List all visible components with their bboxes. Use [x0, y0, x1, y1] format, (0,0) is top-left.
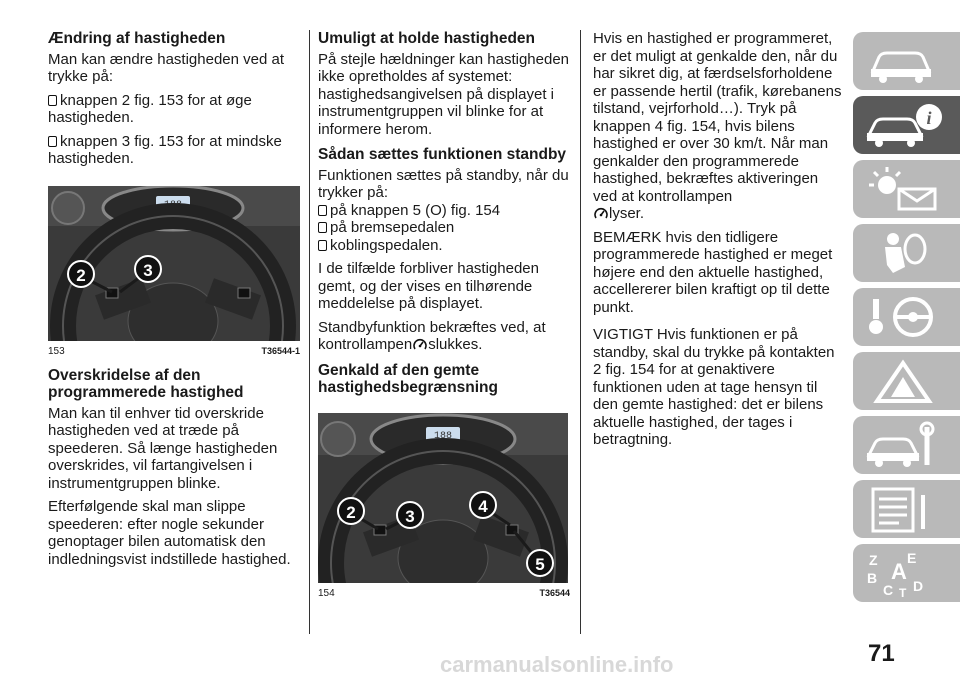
tab-maintenance[interactable]	[853, 416, 960, 474]
svg-text:C: C	[883, 582, 894, 597]
footer-watermark: carmanualsonline.info	[440, 652, 674, 677]
bullet-item: koblingspedalen.	[318, 237, 570, 255]
paragraph: På stejle hældninger kan hastigheden ikke opretholdes af systemet: hastighedsangivelsen på displayet i instrumentgruppen vil blinke for at informere herom.	[318, 50, 570, 138]
bullet-item: på bremsepedalen	[318, 219, 570, 237]
checkbox-icon	[48, 95, 57, 106]
tab-starting-driving[interactable]	[853, 288, 960, 346]
figure-code: T36544	[539, 587, 570, 598]
callout-5: 5	[535, 554, 545, 574]
svg-text:B: B	[867, 570, 878, 586]
figure-153-steering-wheel	[48, 186, 300, 341]
heading-change-speed: Ændring af hastigheden	[48, 30, 226, 47]
svg-text:T: T	[899, 586, 907, 597]
safety-airbag-icon	[863, 229, 943, 277]
paragraph: BEMÆRK hvis den tidligere programmerede hastighed er meget højere end den aktuelle hastighed, accellererer bilen kraftigt op til dette punkt.	[593, 228, 833, 316]
callout-2: 2	[346, 502, 356, 522]
paragraph: I de tilfælde forbliver hastigheden gemt, og der vises en tilhørende meddelelse på displayet.	[318, 260, 539, 312]
warning-triangle-icon	[863, 357, 943, 405]
svg-text:188: 188	[433, 430, 453, 442]
figure-number: 153	[48, 345, 65, 357]
svg-text:188: 188	[163, 199, 183, 211]
tab-car-info[interactable]	[853, 96, 960, 154]
steering-wheel-icon	[863, 293, 943, 341]
steering-wheel-photo	[318, 413, 568, 583]
tab-technical-data[interactable]	[853, 480, 960, 538]
paragraph: Standbyfunktion bekræftes ved, at kontrollampen slukkes.	[318, 318, 546, 353]
index-letters-icon	[863, 549, 943, 597]
checkbox-icon	[318, 222, 327, 233]
speed-limiter-lamp-icon	[413, 338, 427, 351]
bullet-item: på knappen 5 (O) fig. 154	[318, 202, 570, 220]
speed-limiter-lamp-icon	[594, 207, 608, 220]
tab-safety[interactable]	[853, 224, 960, 282]
column-3	[593, 30, 845, 455]
checkbox-icon	[48, 136, 57, 147]
column-1	[48, 30, 300, 574]
heading-standby: Sådan sættes funktionen standby	[318, 146, 567, 163]
heading-override-speed: Overskridelse af den programmerede hastighed	[48, 366, 244, 401]
tab-car-overview[interactable]	[853, 32, 960, 90]
paragraph: Hvis en hastighed er programmeret, er det muligt at genkalde den, når du har sikret dig, at færdselsforholdene er passende hertil (trafik, kørebanens tilstand, vejrforhold…). Tryk på knappen 4 fig. 154, hvis bilens hastighed er over 30 km/t. Når man genkalder den programmerede hastighed, bekræftes aktiveringen ved at kontrollampen lyser.	[593, 30, 842, 222]
checkbox-icon	[318, 205, 327, 216]
svg-text:A: A	[891, 559, 907, 584]
page-number: 71	[868, 640, 895, 667]
figure-code: T36544-1	[261, 345, 300, 356]
steering-wheel-photo	[48, 186, 300, 341]
figure-caption	[318, 583, 570, 599]
paragraph: Man kan ændre hastigheden ved at trykke på:	[48, 50, 284, 85]
figure-number: 154	[318, 587, 335, 599]
callout-2: 2	[76, 265, 86, 285]
column-2	[318, 30, 570, 609]
svg-text:Z: Z	[869, 552, 878, 568]
tab-index[interactable]	[853, 544, 960, 602]
maintenance-icon	[863, 421, 943, 469]
callout-3: 3	[143, 260, 153, 280]
column-divider	[580, 30, 581, 634]
car-overview-icon	[863, 37, 943, 85]
paragraph: Funktionen sættes på standby, når du trykker på:	[318, 166, 569, 201]
checkbox-icon	[318, 240, 327, 251]
heading-cannot-hold-speed: Umuligt at holde hastigheden	[318, 30, 536, 47]
figure-154-steering-wheel	[318, 413, 568, 583]
figure-caption	[48, 341, 300, 357]
chapter-sidebar	[853, 32, 960, 662]
callout-4: 4	[478, 496, 488, 516]
svg-text:D: D	[913, 578, 924, 594]
warning-lights-icon	[863, 165, 943, 213]
tab-warning-lights[interactable]	[853, 160, 960, 218]
svg-text:i: i	[926, 108, 932, 128]
column-divider	[309, 30, 310, 634]
svg-text:E: E	[907, 550, 917, 566]
technical-data-icon	[863, 485, 943, 533]
callout-3: 3	[405, 506, 415, 526]
paragraph: Man kan til enhver tid overskride hastigheden ved at træde på speederen. Så længe hastigheden overskrides, vil fartangivelsen i instrumentgruppen blinke.	[48, 404, 278, 492]
car-info-icon	[863, 101, 943, 149]
tab-emergency[interactable]	[853, 352, 960, 410]
heading-recall-limit: Genkald af den gemte hastighedsbegrænsning	[318, 361, 498, 396]
bullet-item: knappen 3 fig. 153 for at mindske hastigheden.	[48, 132, 282, 167]
bullet-item: knappen 2 fig. 153 for at øge hastigheden.	[48, 91, 252, 126]
paragraph: VIGTIGT Hvis funktionen er på standby, skal du trykke på kontakten 2 fig. 154 for at genaktivere funktionen uden at tage hensyn til den gemte hastighed: det er bilens aktuelle hastighed, der tages i betragtning.	[593, 326, 835, 448]
paragraph: Efterfølgende skal man slippe speederen: efter nogle sekunder genoptager bilen automatisk den indledningsvist indstillede hastighed.	[48, 498, 291, 568]
